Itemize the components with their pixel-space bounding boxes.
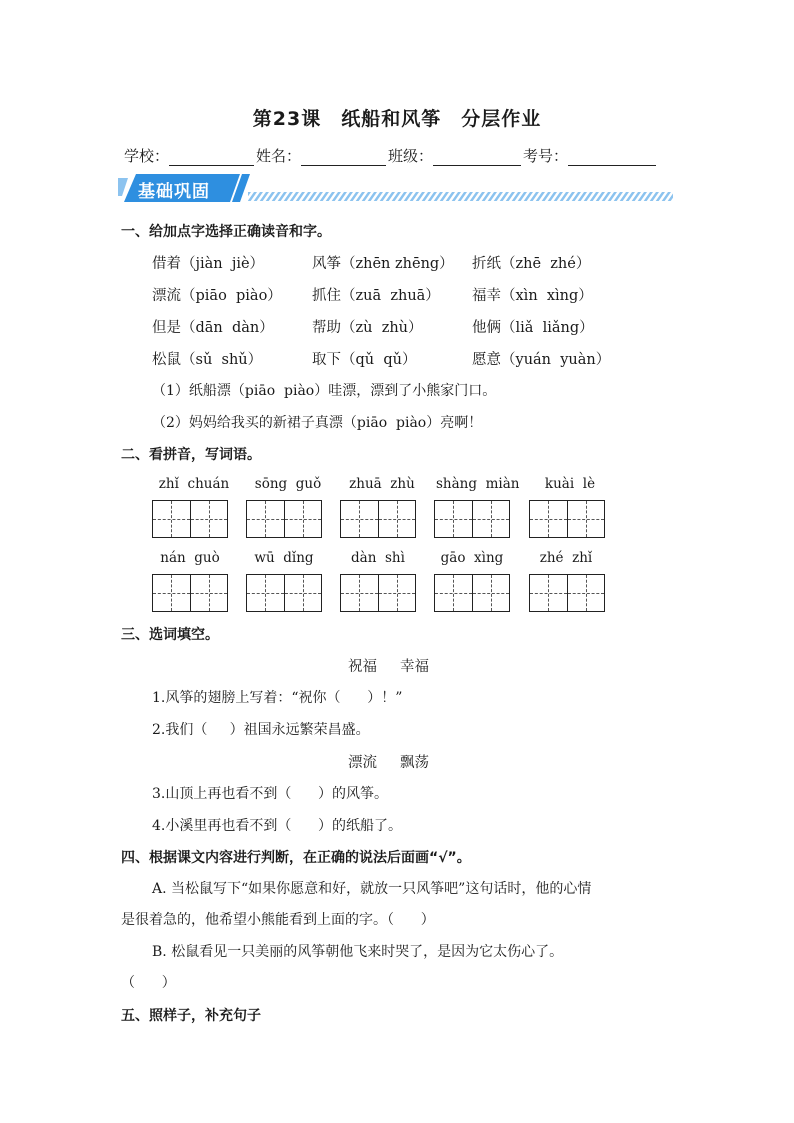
pinyin-prompt: wū dǐng [254,550,314,566]
pinyin-prompt: kuài lè [544,476,596,492]
pinyin-prompt: nán guò [160,550,220,566]
fill-question-2: 2.我们（ ）祖国永远繁荣昌盛。 [152,722,370,738]
writing-grid[interactable] [340,500,416,538]
fill-question-4: 4.小溪里再也看不到（ ）的纸船了。 [152,818,403,834]
page-title [0,104,794,131]
section4-heading: 四、根据课文内容进行判断，在正确的说法后面画“√”。 [121,850,471,866]
lesson-number: 第23课 [252,108,322,130]
writing-grid[interactable] [152,574,228,612]
fill-question-1: 1.风筝的翅膀上写着：“祝你（ ）！” [152,690,403,706]
sentence-2: （2）妈妈给我买的新裙子真漂（piāo piào）亮啊！ [152,415,483,431]
school-field[interactable] [169,151,254,166]
fill-question-3: 3.山顶上再也看不到（ ）的风筝。 [152,786,389,802]
judgement-b-answer: （ ） [121,975,176,991]
school-label: 学校： [124,147,170,165]
name-label: 姓名： [256,147,302,165]
class-field[interactable] [433,151,521,166]
pinyin-prompt: sōng guǒ [254,476,322,492]
word-choices-2: 漂流 飘荡 [348,755,430,771]
pinyin-choice: 取下（qǔ qǔ） [312,352,417,368]
pinyin-prompt: zhé zhǐ [539,550,593,566]
lesson-name: 纸船和风筝 [341,108,442,130]
pinyin-choice: 但是（dān dàn） [152,320,274,336]
pinyin-choice: 漂流（piāo piào） [152,288,282,304]
writing-grid[interactable] [434,500,510,538]
pinyin-prompt: shàng miàn [436,476,520,492]
exam-number-label: 考号： [523,147,569,165]
writing-grid[interactable] [246,574,322,612]
word-choices-1: 祝福 幸福 [348,659,430,675]
writing-grid[interactable] [434,574,510,612]
pinyin-choice: 愿意（yuán yuàn） [472,352,611,368]
writing-grid[interactable] [246,500,322,538]
section2-heading: 二、看拼音，写词语。 [121,447,261,463]
banner-label: 基础巩固 [138,182,210,202]
section3-heading: 三、选词填空。 [121,627,219,643]
pinyin-choice: 折纸（zhē zhé） [472,256,591,272]
pinyin-choice: 借着（jiàn jiè） [152,256,265,272]
pinyin-choice: 抓住（zuā zhuā） [312,288,440,304]
pinyin-choice: 他俩（liǎ liǎng） [472,320,594,336]
pinyin-prompt: dàn shì [351,550,405,566]
section-banner [118,172,676,204]
pinyin-choice: 福幸（xìn xìng） [472,288,593,304]
sentence-1: （1）纸船漂（piāo piào）哇漂，漂到了小熊家门口。 [152,383,497,399]
judgement-a-line1: A. 当松鼠写下“如果你愿意和好，就放一只风筝吧”这句话时，他的心情 [152,881,592,897]
section5-heading: 五、照样子，补充句子 [121,1008,261,1024]
judgement-a-line2: 是很着急的，他希望小熊能看到上面的字。（ ） [121,912,435,928]
assignment-type: 分层作业 [461,108,542,130]
writing-grid[interactable] [529,500,605,538]
pinyin-prompt: zhuā zhù [349,476,415,492]
judgement-b-line1: B. 松鼠看见一只美丽的风筝朝他飞来时哭了，是因为它太伤心了。 [152,944,564,960]
pinyin-prompt: gāo xìng [440,550,504,566]
pinyin-choice: 风筝（zhēn zhēng） [312,256,454,272]
exam-number-field[interactable] [568,151,656,166]
pinyin-choice: 帮助（zù zhù） [312,320,423,336]
class-label: 班级： [388,147,434,165]
section1-heading: 一、给加点字选择正确读音和字。 [121,224,331,240]
student-info-line [124,145,658,166]
writing-grid[interactable] [152,500,228,538]
writing-grid[interactable] [340,574,416,612]
name-field[interactable] [301,151,386,166]
pinyin-prompt: zhǐ chuán [158,476,230,492]
writing-grid[interactable] [529,574,605,612]
pinyin-choice: 松鼠（sǔ shǔ） [152,352,263,368]
